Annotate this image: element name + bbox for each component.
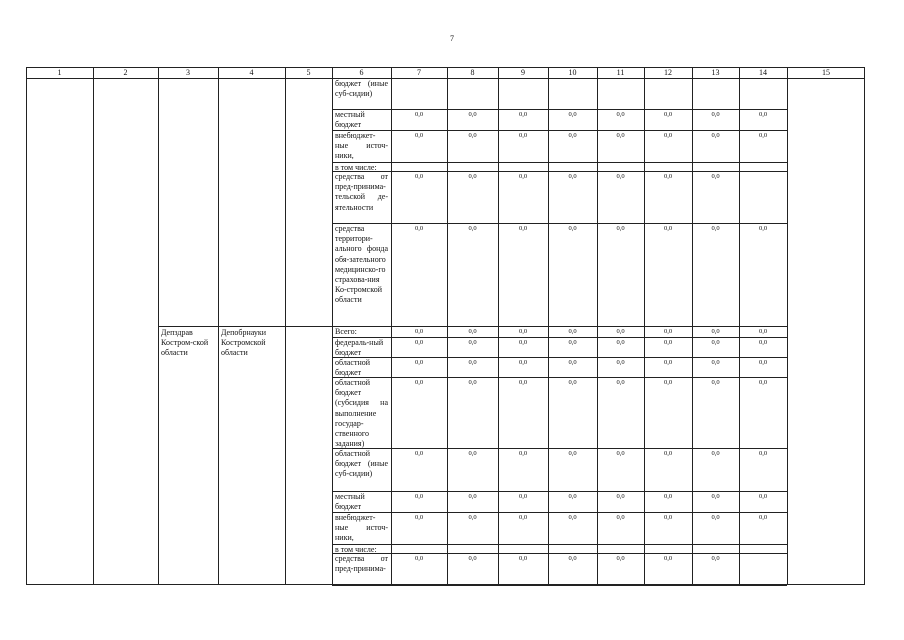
column-header: 7 (417, 68, 421, 77)
amount-value: 0,0 (663, 450, 673, 457)
amount-value: 0,0 (568, 225, 577, 232)
funding-source-label: областной бюджет (335, 358, 371, 378)
amount-value: 0,0 (663, 379, 673, 386)
amount-value: 0,0 (414, 514, 424, 521)
amount-value: 0,0 (468, 493, 477, 500)
column-header: 1 (57, 68, 62, 77)
amount-value: 0,0 (518, 514, 528, 521)
amount-value: 0,0 (518, 493, 528, 500)
amount-value: 0,0 (711, 514, 720, 521)
amount-value: 0,0 (468, 173, 477, 180)
amount-value: 0,0 (468, 111, 477, 118)
amount-value: 0,0 (414, 493, 424, 500)
column-header: 9 (521, 68, 525, 77)
amount-value: 0,0 (711, 339, 720, 346)
page-number: 7 (450, 34, 454, 43)
amount-value: 0,0 (414, 379, 424, 386)
amount-value: 0,0 (468, 328, 477, 335)
amount-value: 0,0 (616, 555, 625, 562)
funding-source-label: внебюджет-ные источ-ники, (335, 513, 388, 543)
column-divider (93, 67, 94, 585)
column-header: 6 (359, 68, 364, 77)
column-header: 12 (664, 68, 672, 77)
amount-value: 0,0 (711, 379, 720, 386)
amount-value: 0,0 (758, 493, 768, 500)
amount-value: 0,0 (616, 328, 625, 335)
budget-table (26, 67, 865, 585)
amount-value: 0,0 (663, 514, 673, 521)
row-divider (332, 512, 787, 513)
amount-value: 0,0 (568, 132, 577, 139)
amount-value: 0,0 (468, 132, 477, 139)
funding-source-label: в том числе: (335, 545, 377, 554)
column-header: 4 (249, 68, 254, 77)
funding-source-label: внебюджет-ные источ-ники, (335, 131, 388, 161)
amount-value: 0,0 (758, 379, 768, 386)
group-divider (158, 326, 332, 327)
funding-source-label: в том числе: (335, 163, 377, 172)
row-divider (332, 130, 787, 131)
row-divider (332, 223, 787, 224)
amount-value: 0,0 (414, 111, 424, 118)
amount-value: 0,0 (711, 173, 720, 180)
amount-value: 0,0 (518, 225, 528, 232)
amount-value: 0,0 (468, 339, 477, 346)
amount-value: 0,0 (518, 339, 528, 346)
row-divider (332, 448, 787, 449)
amount-value: 0,0 (758, 514, 768, 521)
amount-value: 0,0 (468, 450, 477, 457)
amount-value: 0,0 (616, 111, 625, 118)
row-divider (332, 109, 787, 110)
amount-value: 0,0 (414, 132, 424, 139)
funding-source-label: областной бюджет (субсидия на выполнение государ-ственного задания) (335, 378, 388, 449)
amount-value: 0,0 (568, 328, 577, 335)
column-header: 15 (822, 68, 830, 77)
amount-value: 0,0 (414, 225, 424, 232)
amount-value: 0,0 (663, 359, 673, 366)
funding-source-label: областной бюджет (иные суб-сидии) (335, 449, 388, 479)
amount-value: 0,0 (414, 450, 424, 457)
amount-value: 0,0 (518, 328, 528, 335)
amount-value: 0,0 (568, 555, 577, 562)
amount-value: 0,0 (414, 339, 424, 346)
amount-value: 0,0 (616, 359, 625, 366)
column-header: 14 (759, 68, 767, 77)
amount-value: 0,0 (616, 450, 625, 457)
column-header: 11 (616, 68, 625, 77)
amount-value: 0,0 (663, 225, 673, 232)
amount-value: 0,0 (663, 328, 673, 335)
amount-value: 0,0 (663, 339, 673, 346)
row-divider (332, 357, 787, 358)
responsible-executor: Депздрав Костром-ской области (161, 328, 209, 358)
column-header: 2 (123, 68, 128, 77)
amount-value: 0,0 (518, 173, 528, 180)
amount-value: 0,0 (711, 132, 720, 139)
column-divider (787, 67, 788, 585)
column-header: 3 (186, 68, 190, 77)
row-divider (332, 162, 787, 163)
amount-value: 0,0 (568, 450, 577, 457)
funding-source-label: средства территори-ального фонда обя-зательного медицинско-го страхова-ния Ко-стромской области (335, 224, 388, 305)
amount-value: 0,0 (414, 555, 424, 562)
amount-value: 0,0 (758, 359, 768, 366)
amount-value: 0,0 (663, 173, 673, 180)
amount-value: 0,0 (758, 339, 768, 346)
amount-value: 0,0 (758, 132, 768, 139)
amount-value: 0,0 (468, 359, 477, 366)
header-divider (26, 78, 865, 79)
row-divider (332, 337, 787, 338)
amount-value: 0,0 (568, 111, 577, 118)
amount-value: 0,0 (758, 111, 768, 118)
amount-value: 0,0 (711, 555, 720, 562)
row-divider (332, 544, 787, 545)
amount-value: 0,0 (414, 173, 424, 180)
amount-value: 0,0 (663, 132, 673, 139)
column-header: 5 (306, 68, 311, 77)
funding-source-label: местный бюджет (335, 110, 365, 130)
funding-source-label: федераль-ный бюджет (335, 338, 384, 358)
amount-value: 0,0 (711, 225, 720, 232)
amount-value: 0,0 (711, 493, 720, 500)
amount-value: 0,0 (616, 514, 625, 521)
row-divider (332, 553, 787, 554)
amount-value: 0,0 (616, 225, 625, 232)
row-divider (332, 326, 787, 327)
amount-value: 0,0 (616, 132, 625, 139)
amount-value: 0,0 (568, 359, 577, 366)
column-header: 8 (470, 68, 475, 77)
amount-value: 0,0 (414, 328, 424, 335)
funding-source-label: бюджет (иные суб-сидии) (335, 79, 388, 99)
amount-value: 0,0 (518, 555, 528, 562)
amount-value: 0,0 (468, 555, 477, 562)
row-divider (332, 491, 787, 492)
amount-value: 0,0 (663, 493, 673, 500)
amount-value: 0,0 (616, 493, 625, 500)
amount-value: 0,0 (758, 450, 768, 457)
row-divider (332, 377, 787, 378)
amount-value: 0,0 (468, 225, 477, 232)
amount-value: 0,0 (616, 379, 625, 386)
funding-source-label: Всего: (335, 327, 357, 336)
funding-source-label: средства от пред-принима- (335, 554, 388, 574)
amount-value: 0,0 (711, 328, 720, 335)
amount-value: 0,0 (568, 514, 577, 521)
column-header: 13 (711, 68, 720, 77)
amount-value: 0,0 (616, 339, 625, 346)
amount-value: 0,0 (616, 173, 625, 180)
amount-value: 0,0 (711, 450, 720, 457)
amount-value: 0,0 (518, 450, 528, 457)
amount-value: 0,0 (568, 379, 577, 386)
amount-value: 0,0 (711, 359, 720, 366)
column-header: 10 (568, 68, 577, 77)
amount-value: 0,0 (414, 359, 424, 366)
amount-value: 0,0 (468, 514, 477, 521)
amount-value: 0,0 (518, 111, 528, 118)
amount-value: 0,0 (518, 132, 528, 139)
amount-value: 0,0 (518, 359, 528, 366)
amount-value: 0,0 (758, 225, 768, 232)
amount-value: 0,0 (711, 111, 720, 118)
amount-value: 0,0 (568, 173, 577, 180)
amount-value: 0,0 (568, 493, 577, 500)
row-divider (332, 171, 787, 172)
amount-value: 0,0 (663, 111, 673, 118)
amount-value: 0,0 (663, 555, 673, 562)
row-divider (332, 585, 787, 586)
amount-value: 0,0 (468, 379, 477, 386)
amount-value: 0,0 (568, 339, 577, 346)
amount-value: 0,0 (758, 328, 768, 335)
funding-source-label: местный бюджет (335, 492, 365, 512)
amount-value: 0,0 (518, 379, 528, 386)
co-executor: Депобрнауки Костромской области (221, 328, 267, 358)
funding-source-label: средства от пред-принима-тельской де-ятельности (335, 172, 388, 212)
